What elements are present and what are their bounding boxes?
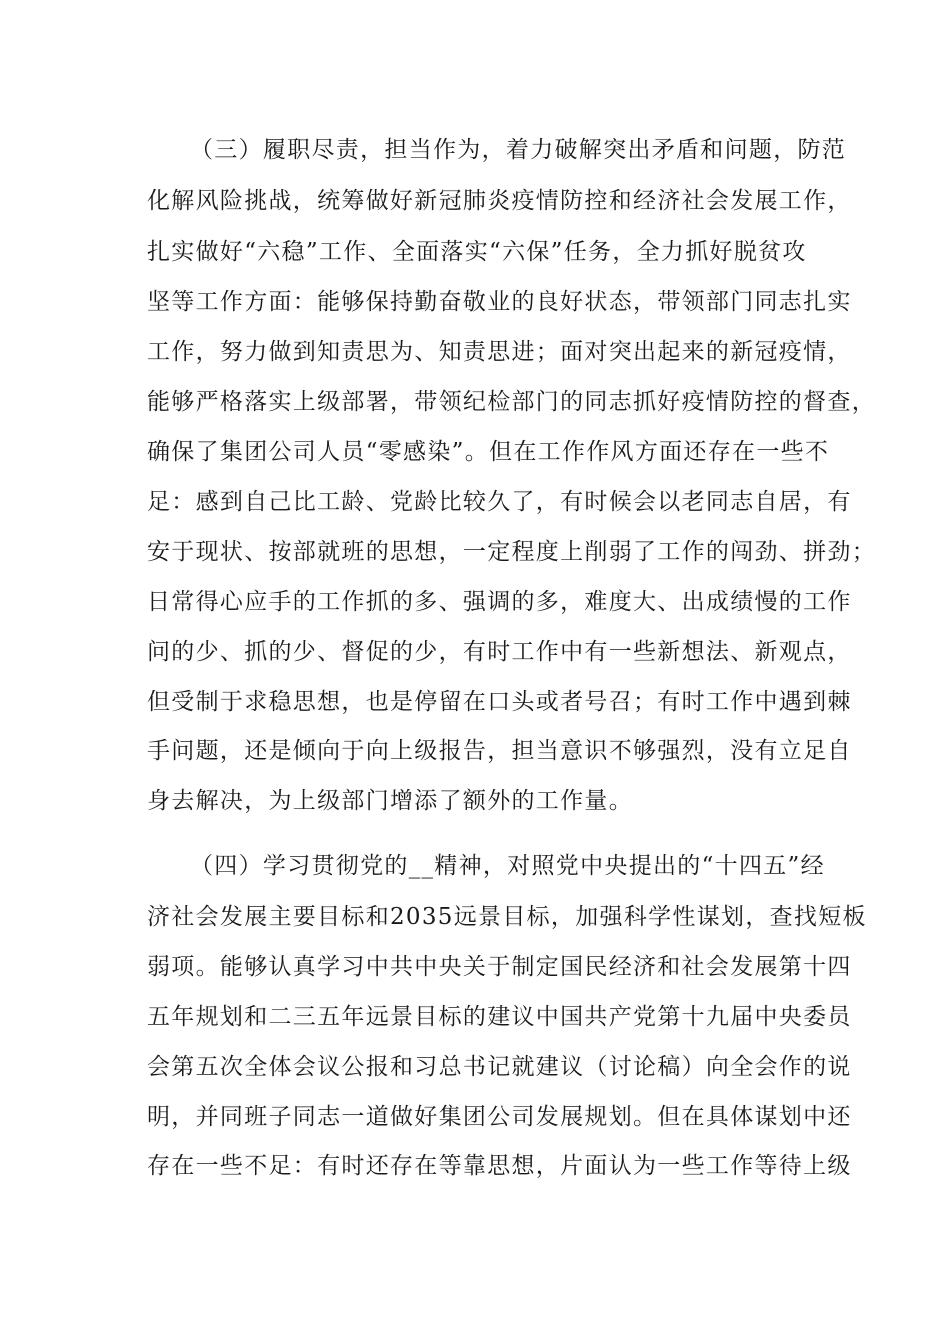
paragraph-3-line-9: 安于现状、按部就班的思想，一定程度上削弱了工作的闯劲、拼劲； xyxy=(147,539,876,565)
paragraph-3-line-1: （三）履职尽责，担当作为，着力破解突出矛盾和问题，防范 xyxy=(190,137,847,163)
paragraph-3-line-14: 身去解决，为上级部门增添了额外的工作量。 xyxy=(147,788,633,814)
paragraph-3-line-11: 问的少、抓的少、督促的少，有时工作中有一些新想法、新观点， xyxy=(147,639,852,665)
paragraph-3-line-6: 能够严格落实上级部署，带领纪检部门的同志抓好疫情防控的督查， xyxy=(147,389,876,415)
paragraph-4-line-6: 明，并同班子同志一道做好集团公司发展规划。但在具体谋划中还 xyxy=(147,1104,852,1130)
paragraph-4-line-3: 弱项。能够认真学习中共中央关于制定国民经济和社会发展第十四 xyxy=(147,954,852,980)
paragraph-3-line-2: 化解风险挑战，统筹做好新冠肺炎疫情防控和经济社会发展工作， xyxy=(147,188,852,214)
paragraph-4-line-4: 五年规划和二三五年远景目标的建议中国共产党第十九届中央委员 xyxy=(147,1004,852,1030)
paragraph-3-line-13: 手问题，还是倾向于向上级报告，担当意识不够强烈，没有立足自 xyxy=(147,738,852,764)
paragraph-3-line-10: 日常得心应手的工作抓的多、强调的多，难度大、出成绩慢的工作 xyxy=(147,589,852,615)
paragraph-4-line-7: 存在一些不足：有时还存在等靠思想，片面认为一些工作等待上级 xyxy=(147,1153,852,1179)
paragraph-4-line-5: 会第五次全体会议公报和习总书记就建议（讨论稿）向全会作的说 xyxy=(147,1054,852,1080)
paragraph-3-line-12: 但受制于求稳思想，也是停留在口头或者号召；有时工作中遇到棘 xyxy=(147,689,852,715)
paragraph-3-line-5: 工作，努力做到知责思为、知责思进；面对突出起来的新冠疫情， xyxy=(147,339,852,365)
paragraph-3-line-4: 坚等工作方面：能够保持勤奋敬业的良好状态，带领部门同志扎实 xyxy=(147,289,852,315)
paragraph-3-line-8: 足：感到自己比工龄、党龄比较久了，有时候会以老同志自居，有 xyxy=(147,489,852,515)
paragraph-4-line-1: （四）学习贯彻党的__精神，对照党中央提出的“十四五”经 xyxy=(190,853,825,879)
paragraph-3-line-7: 确保了集团公司人员“零感染”。但在工作作风方面还存在一些不 xyxy=(147,439,830,465)
paragraph-4-line-2: 济社会发展主要目标和2035远景目标，加强科学性谋划，查找短板 xyxy=(147,904,867,930)
paragraph-3-line-3: 扎实做好“六稳”工作、全面落实“六保”任务，全力抓好脱贫攻 xyxy=(147,239,807,265)
